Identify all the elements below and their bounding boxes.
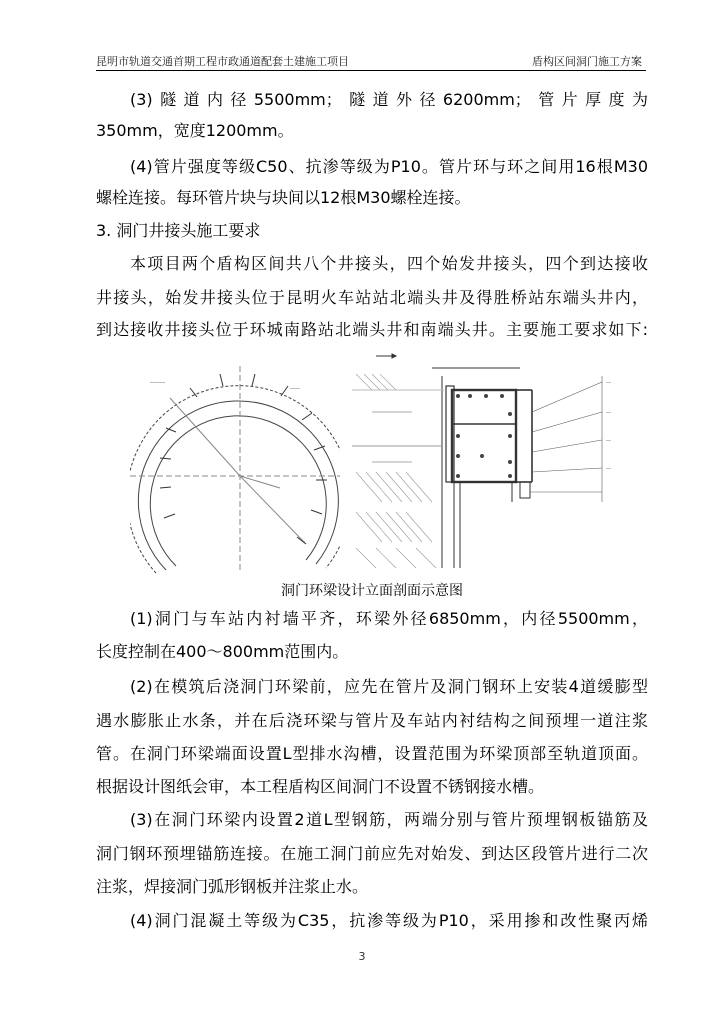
page-number: 3 <box>358 950 366 963</box>
drawing-annotation: ― <box>606 438 611 444</box>
drawing-annotation: ― <box>606 410 611 416</box>
figure-caption: 洞门环梁设计立面剖面示意图 <box>281 583 463 599</box>
paragraph-text: (3)在洞门环梁内设置2道L型钢筋，两端分别与管片预埋钢板锚筋及 <box>130 810 648 829</box>
drawing-annotation: ――― <box>150 380 165 386</box>
paragraph-line: 350mm，宽度1200mm。 <box>96 121 294 140</box>
paragraph-line <box>96 904 648 938</box>
paragraph-line <box>96 670 648 704</box>
paragraph-text: 本项目两个盾构区间共八个井接头，四个始发井接头，四个到达接收 <box>130 254 648 273</box>
header-rule <box>96 70 646 71</box>
page-header <box>96 54 646 70</box>
header-document-title: 盾构区间洞门施工方案 <box>532 55 642 68</box>
ring-beam-section-drawing <box>352 352 652 574</box>
paragraph-text: (4)管片强度等级C50、抗渗等级为P10。管片环与环之间用16根M30 <box>130 157 648 176</box>
drawing-annotation: ―― <box>290 386 300 392</box>
paragraph-line: 注浆，焊接洞门弧形钢板并注浆止水。 <box>96 877 369 896</box>
paragraph-text: (4)洞门混凝土等级为C35，抗渗等级为P10，采用掺和改性聚丙烯 <box>130 911 648 930</box>
header-project-title: 昆明市轨道交通首期工程市政通道配套土建施工项目 <box>96 55 349 68</box>
paragraph-text: (1)洞门与车站内衬墙平齐，环梁外径6850mm，内径5500mm， <box>130 609 648 628</box>
drawing-annotation: ― <box>606 380 611 386</box>
paragraph-line <box>96 150 648 184</box>
paragraph-line <box>96 602 648 636</box>
paragraph-line: 洞门钢环预埋锚筋连接。在施工洞门前应先对始发、到达区段管片进行二次 <box>96 844 648 863</box>
drawing-annotation: ― <box>606 466 611 472</box>
paragraph-line: 螺栓连接。每环管片块与块间以12根M30螺栓连接。 <box>96 188 471 207</box>
paragraph-text: (3)隧道内径5500mm；隧道外径6200mm；管片厚度为 <box>130 90 648 109</box>
paragraph-line <box>96 247 648 281</box>
paragraph-line <box>96 803 648 837</box>
paragraph-line <box>96 83 648 117</box>
paragraph-line: 到达接收井接头位于环城南路站北端头井和南端头井。主要施工要求如下: <box>96 320 648 339</box>
paragraph-line: 根据设计图纸会审，本工程盾构区间洞门不设置不锈钢接水槽。 <box>96 777 545 796</box>
ring-beam-elevation-drawing <box>130 358 340 580</box>
paragraph-line: 遇水膨胀止水条，并在后浇环梁与管片及车站内衬结构之间预埋一道注浆 <box>96 711 648 730</box>
paragraph-line: 管。在洞门环梁端面设置L型排水沟槽，设置范围为环梁顶部至轨道顶面。 <box>96 744 648 763</box>
paragraph-line: 长度控制在400～800mm范围内。 <box>96 642 349 661</box>
section-heading: 3. 洞门井接头施工要求 <box>96 221 261 240</box>
paragraph-line: 井接头，始发井接头位于昆明火车站站北端头井及得胜桥站东端头井内， <box>96 288 648 307</box>
paragraph-text: (2)在模筑后浇洞门环梁前，应先在管片及洞门钢环上安装4道缓膨型 <box>130 677 648 696</box>
